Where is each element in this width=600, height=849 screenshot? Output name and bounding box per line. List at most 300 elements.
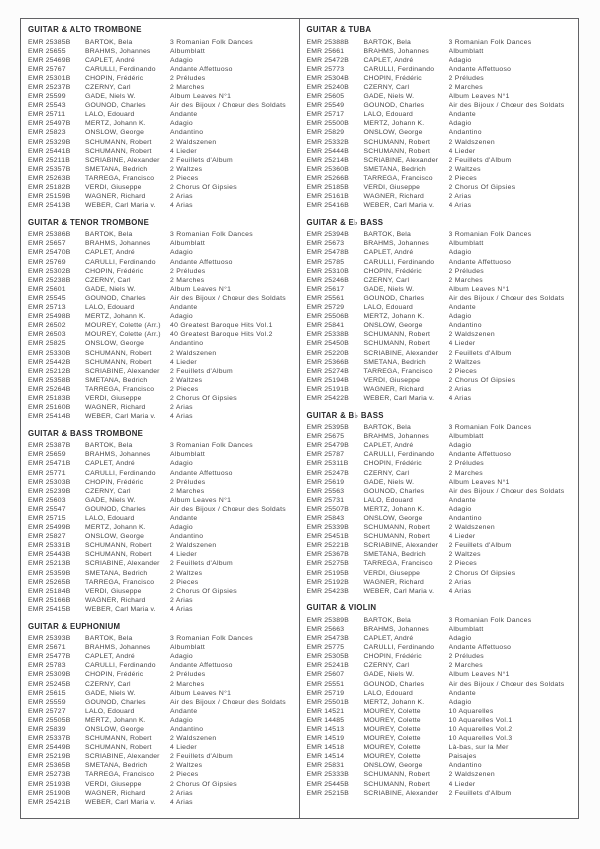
title-cell: 3 Romanian Folk Dances (170, 635, 253, 643)
title-cell: Andante (170, 515, 198, 522)
catalog-row (307, 478, 574, 487)
catalog-row (307, 358, 574, 367)
title-cell: 2 Arias (170, 193, 193, 201)
title-cell: 4 Arias (448, 394, 472, 402)
composer-cell: LALO, Edouard (85, 111, 135, 119)
composer-cell: SCRIABINE, Alexander (363, 349, 439, 357)
title-cell: 4 Lieder (170, 744, 197, 752)
title-cell: Andantino (448, 129, 482, 137)
title-cell: Andante (448, 496, 476, 504)
catalog-page-frame (20, 18, 579, 819)
composer-cell: CAPLET, André (363, 635, 414, 643)
catalog-number-cell: EMR 25470B (28, 249, 71, 257)
catalog-number-cell: EMR 25159B (28, 193, 71, 201)
title-cell: Andante Affettuoso (448, 65, 512, 73)
catalog-number-cell: EMR 25330B (28, 349, 71, 357)
catalog-number-cell: EMR 25195B (306, 569, 349, 577)
catalog-section (28, 622, 294, 807)
catalog-row (307, 258, 574, 267)
catalog-row (307, 312, 574, 321)
composer-cell: CHOPIN, Frédéric (85, 74, 144, 82)
title-cell: 2 Pieces (448, 560, 477, 568)
composer-cell: TARREGA, Francisco (85, 174, 155, 182)
catalog-number-cell: EMR 25246B (306, 276, 349, 284)
title-cell: 4 Arias (448, 202, 472, 210)
catalog-row (28, 276, 294, 285)
catalog-number-cell: EMR 25184B (28, 587, 71, 595)
catalog-number-cell: EMR 25274B (306, 367, 349, 375)
catalog-row (307, 487, 574, 496)
composer-cell: LALO, Edouard (363, 111, 413, 119)
catalog-number-cell: EMR 25787 (306, 451, 345, 459)
catalog-number-cell: EMR 25449B (28, 744, 71, 752)
catalog-row (307, 92, 574, 101)
catalog-number-cell: EMR 25311B (306, 460, 349, 468)
composer-cell: CARULLI, Ferdinando (363, 451, 435, 459)
composer-cell: ONSLOW, George (363, 129, 423, 137)
title-cell: Andante (448, 111, 476, 119)
catalog-row (307, 267, 574, 276)
catalog-row (307, 770, 574, 779)
catalog-row (307, 276, 574, 285)
catalog-row (28, 339, 294, 348)
catalog-row (307, 616, 574, 625)
composer-cell: SMETANA, Bedrich (85, 762, 148, 770)
title-cell: Album Leaves N°1 (170, 689, 232, 697)
composer-cell: CAPLET, André (85, 460, 135, 468)
composer-cell: MERTZ, Johann K. (85, 313, 146, 321)
catalog-number-cell: EMR 25238B (28, 276, 71, 284)
catalog-number-cell: EMR 25675 (306, 433, 345, 441)
catalog-row (28, 230, 294, 239)
title-cell: Adagio (170, 313, 193, 321)
catalog-row (28, 559, 294, 568)
catalog-row (28, 258, 294, 267)
catalog-number-cell: EMR 25240B (306, 83, 349, 91)
composer-cell: BRAHMS, Johannes (363, 625, 430, 633)
title-cell: 2 Préludes (448, 460, 484, 468)
title-cell: Albumblatt (448, 240, 484, 248)
composer-cell: WEBER, Carl Maria v. (363, 202, 435, 210)
section-title: GUITAR & TUBA (306, 25, 372, 34)
catalog-number-cell: EMR 25839 (28, 725, 66, 733)
title-cell: Andante Affettuoso (170, 258, 233, 266)
title-cell: 2 Préludes (170, 267, 206, 275)
composer-cell: CZERNY, Carl (363, 469, 410, 477)
catalog-row (28, 661, 294, 670)
catalog-number-cell: EMR 25365B (28, 762, 71, 770)
title-cell: 4 Lieder (448, 147, 476, 155)
title-cell: 3 Romanian Folk Dances (448, 616, 532, 624)
catalog-row (307, 578, 574, 587)
title-cell: 4 Lieder (170, 147, 197, 155)
catalog-number-cell: EMR 25422B (306, 394, 349, 402)
composer-cell: SCRIABINE, Alexander (85, 156, 160, 164)
composer-cell: BRAHMS, Johannes (85, 240, 151, 248)
title-cell: Là-bas, sur la Mer (448, 744, 509, 752)
catalog-row (28, 294, 294, 303)
composer-cell: BARTOK, Bela (85, 38, 133, 46)
catalog-number-cell: EMR 25183B (28, 394, 71, 402)
catalog-row (28, 780, 294, 789)
composer-cell: SCRIABINE, Alexander (363, 542, 439, 550)
composer-cell: MOUREY, Colette (363, 716, 421, 724)
catalog-row (28, 643, 294, 652)
title-cell: Andante Affettuoso (448, 451, 512, 459)
catalog-number-cell: EMR 25367B (306, 551, 349, 559)
catalog-row (307, 643, 574, 652)
catalog-row (307, 330, 574, 339)
catalog-row (28, 587, 294, 596)
catalog-row (28, 680, 294, 689)
catalog-number-cell: EMR 25395B (306, 424, 349, 432)
catalog-number-cell: EMR 25161B (306, 193, 349, 201)
catalog-row (307, 441, 574, 450)
title-cell: 3 Romanian Folk Dances (448, 231, 532, 239)
catalog-section (307, 411, 574, 596)
catalog-row (28, 469, 294, 478)
catalog-row (307, 83, 574, 92)
catalog-row (307, 294, 574, 303)
catalog-row (28, 156, 294, 165)
composer-cell: CHOPIN, Frédéric (85, 671, 144, 679)
title-cell: Albumblatt (170, 47, 206, 55)
catalog-row (28, 725, 294, 734)
title-cell: Andante Affettuoso (170, 65, 233, 73)
catalog-number-cell: EMR 25266B (306, 174, 349, 182)
catalog-number-cell: EMR 25385B (28, 38, 71, 46)
composer-cell: ONSLOW, George (85, 129, 145, 137)
catalog-number-cell: EMR 25304B (306, 74, 349, 82)
catalog-number-cell: EMR 25479B (306, 442, 349, 450)
composer-cell: MERTZ, Johann K. (85, 716, 146, 724)
catalog-row (307, 505, 574, 514)
composer-cell: CAPLET, André (363, 442, 414, 450)
title-cell: Air des Bijoux / Chœur des Soldats (170, 505, 286, 513)
composer-cell: GOUNOD, Charles (363, 487, 425, 495)
title-cell: 10 Aquarelles (448, 707, 494, 715)
catalog-number-cell: EMR 14485 (306, 716, 345, 724)
composer-cell: MERTZ, Johann K. (85, 524, 146, 532)
catalog-section (307, 218, 574, 403)
composer-cell: SCRIABINE, Alexander (363, 789, 439, 797)
catalog-number-cell: EMR 25211B (28, 156, 70, 164)
composer-cell: GADE, Niels W. (85, 285, 136, 293)
catalog-number-cell: EMR 25657 (28, 240, 66, 248)
catalog-number-cell: EMR 25191B (306, 385, 349, 393)
catalog-row (307, 752, 574, 761)
catalog-row (307, 469, 574, 478)
composer-cell: BARTOK, Bela (363, 424, 411, 432)
composer-cell: GOUNOD, Charles (363, 294, 425, 302)
catalog-number-cell: EMR 25219B (28, 753, 71, 761)
title-cell: Albumblatt (170, 644, 206, 652)
catalog-number-cell: EMR 25500B (306, 120, 349, 128)
catalog-number-cell: EMR 25337B (28, 735, 71, 743)
catalog-number-cell: EMR 25478B (306, 249, 349, 257)
catalog-number-cell: EMR 25831 (306, 762, 345, 770)
title-cell: Andante (170, 707, 198, 715)
composer-cell: BRAHMS, Johannes (363, 47, 430, 55)
title-cell: 2 Pieces (170, 771, 199, 779)
catalog-row (307, 147, 574, 156)
catalog-row (307, 652, 574, 661)
catalog-number-cell: EMR 25263B (28, 174, 71, 182)
title-cell: 2 Chorus Of Gipsies (448, 184, 516, 191)
catalog-number-cell: EMR 25221B (306, 542, 349, 550)
catalog-number-cell: EMR 25499B (28, 524, 71, 532)
title-cell: 2 Feuillets d'Album (170, 156, 233, 164)
catalog-row (307, 743, 574, 752)
composer-cell: VERDI, Giuseppe (85, 184, 142, 191)
catalog-number-cell: EMR 25825 (28, 340, 66, 348)
title-cell: 4 Arias (448, 587, 472, 595)
title-cell: 2 Marches (170, 680, 205, 688)
composer-cell: SCHUMANN, Robert (85, 542, 152, 550)
catalog-row (307, 156, 574, 165)
catalog-row (28, 183, 294, 192)
title-cell: Album Leaves N°1 (448, 285, 510, 293)
catalog-row (28, 119, 294, 128)
composer-cell: CZERNY, Carl (363, 276, 410, 284)
catalog-number-cell: EMR 25275B (306, 560, 349, 568)
catalog-number-cell: EMR 25445B (306, 780, 349, 788)
catalog-row (28, 47, 294, 56)
composer-cell: VERDI, Giuseppe (363, 569, 421, 577)
catalog-row (307, 698, 574, 707)
title-cell: 2 Préludes (448, 74, 484, 82)
catalog-row (307, 761, 574, 770)
composer-cell: SCHUMANN, Robert (363, 331, 431, 339)
catalog-number-cell: EMR 25309B (28, 671, 71, 679)
catalog-number-cell: EMR 25212B (28, 367, 71, 375)
composer-cell: LALO, Edouard (363, 689, 413, 697)
composer-cell: BRAHMS, Johannes (85, 47, 151, 55)
catalog-row (307, 339, 574, 348)
title-cell: 3 Romanian Folk Dances (170, 38, 253, 46)
composer-cell: SCHUMANN, Robert (363, 780, 431, 788)
catalog-section (28, 25, 294, 210)
title-cell: 2 Waldszenen (448, 138, 495, 146)
catalog-number-cell: EMR 25450B (306, 340, 349, 348)
composer-cell: WEBER, Carl Maria v. (85, 798, 156, 806)
composer-cell: GADE, Niels W. (363, 285, 415, 293)
catalog-number-cell: EMR 25472B (306, 56, 349, 64)
title-cell: Album Leaves N°1 (170, 496, 232, 504)
catalog-number-cell: EMR 14513 (306, 725, 345, 733)
composer-cell: CZERNY, Carl (85, 487, 131, 495)
title-cell: 2 Préludes (170, 74, 206, 82)
composer-cell: TARREGA, Francisco (85, 771, 155, 779)
catalog-row (307, 165, 574, 174)
composer-cell: TARREGA, Francisco (85, 578, 155, 586)
title-cell: Air des Bijoux / Chœur des Soldats (448, 102, 565, 110)
catalog-number-cell: EMR 25182B (28, 184, 71, 191)
section-title: GUITAR & E♭ BASS (306, 217, 384, 227)
composer-cell: CARULLI, Ferdinando (363, 65, 435, 73)
composer-cell: MERTZ, Johann K. (363, 698, 425, 706)
catalog-row (28, 569, 294, 578)
catalog-row (307, 532, 574, 541)
composer-cell: CHOPIN, Frédéric (85, 267, 144, 275)
catalog-row (28, 403, 294, 412)
catalog-number-cell: EMR 25717 (306, 111, 345, 119)
catalog-row (28, 174, 294, 183)
catalog-number-cell: EMR 25469B (28, 56, 71, 64)
catalog-row (307, 47, 574, 56)
title-cell: 2 Arias (170, 596, 193, 604)
composer-cell: MERTZ, Johann K. (85, 120, 146, 128)
catalog-number-cell: EMR 25559 (28, 698, 66, 706)
composer-cell: MOUREY, Colette (363, 744, 421, 752)
composer-cell: SMETANA, Bedrich (363, 551, 426, 559)
title-cell: Adagio (448, 442, 472, 450)
composer-cell: WEBER, Carl Maria v. (363, 587, 435, 595)
composer-cell: WEBER, Carl Maria v. (363, 394, 435, 402)
title-cell: 2 Arias (448, 193, 472, 201)
title-cell: 3 Romanian Folk Dances (448, 38, 532, 46)
catalog-number-cell: EMR 25441B (28, 147, 71, 155)
composer-cell: VERDI, Giuseppe (85, 780, 142, 788)
catalog-row (28, 376, 294, 385)
composer-cell: CHOPIN, Frédéric (363, 74, 422, 82)
catalog-row (307, 74, 574, 83)
catalog-row (28, 367, 294, 376)
catalog-number-cell: EMR 25166B (28, 596, 71, 604)
composer-cell: MERTZ, Johann K. (363, 120, 425, 128)
catalog-row (28, 578, 294, 587)
title-cell: 3 Romanian Folk Dances (448, 424, 532, 432)
title-cell: 2 Marches (448, 83, 483, 91)
composer-cell: BARTOK, Bela (85, 635, 133, 643)
catalog-row (307, 789, 574, 798)
catalog-number-cell: EMR 25215B (306, 789, 349, 797)
composer-cell: CARULLI, Ferdinando (363, 258, 435, 266)
catalog-number-cell: EMR 25505B (28, 716, 71, 724)
catalog-number-cell: EMR 25603 (28, 496, 66, 504)
catalog-row (28, 707, 294, 716)
catalog-row (28, 789, 294, 798)
catalog-number-cell: EMR 25357B (28, 165, 71, 173)
composer-cell: CAPLET, André (363, 249, 414, 257)
catalog-row (307, 65, 574, 74)
catalog-number-cell: EMR 25305B (306, 653, 349, 661)
composer-cell: TARREGA, Francisco (363, 560, 433, 568)
composer-cell: BRAHMS, Johannes (363, 240, 430, 248)
title-cell: 2 Waldszenen (170, 542, 217, 550)
composer-cell: SCHUMANN, Robert (85, 358, 152, 366)
catalog-row (28, 505, 294, 514)
catalog-row (307, 689, 574, 698)
composer-cell: SCHUMANN, Robert (363, 771, 431, 779)
catalog-number-cell: EMR 25713 (28, 304, 66, 312)
title-cell: Air des Bijoux / Chœur des Soldats (448, 487, 565, 495)
composer-cell: GADE, Niels W. (85, 689, 136, 697)
title-cell: Adagio (170, 460, 193, 468)
catalog-number-cell: EMR 25160B (28, 404, 71, 412)
title-cell: 2 Waltzes (448, 358, 481, 366)
composer-cell: WAGNER, Richard (363, 385, 425, 393)
composer-cell: SCHUMANN, Robert (363, 533, 431, 541)
catalog-row (307, 670, 574, 679)
catalog-row (307, 550, 574, 559)
catalog-row (28, 65, 294, 74)
composer-cell: GOUNOD, Charles (85, 102, 146, 110)
title-cell: 2 Feuillets d'Album (170, 367, 233, 375)
composer-cell: SMETANA, Bedrich (85, 165, 148, 173)
title-cell: Albumblatt (448, 625, 484, 633)
title-cell: 4 Lieder (170, 358, 197, 366)
composer-cell: GOUNOD, Charles (85, 294, 146, 302)
title-cell: 4 Arias (170, 798, 193, 806)
title-cell: Andantino (170, 340, 204, 348)
title-cell: 2 Marches (170, 276, 205, 284)
title-cell: 4 Arias (170, 605, 193, 613)
title-cell: 2 Préludes (170, 671, 206, 679)
title-cell: Andantino (170, 129, 204, 137)
composer-cell: VERDI, Giuseppe (85, 587, 142, 595)
composer-cell: LALO, Edouard (85, 515, 135, 522)
catalog-row (28, 605, 294, 614)
catalog-number-cell: EMR 25506B (306, 313, 349, 321)
catalog-row (307, 349, 574, 358)
composer-cell: TARREGA, Francisco (85, 385, 155, 393)
composer-cell: SCHUMANN, Robert (85, 744, 152, 752)
catalog-row (28, 38, 294, 47)
title-cell: Andante Affettuoso (448, 644, 512, 652)
composer-cell: SMETANA, Bedrich (363, 165, 426, 173)
catalog-number-cell: EMR 25331B (28, 542, 71, 550)
composer-cell: SCHUMANN, Robert (363, 340, 431, 348)
title-cell: Adagio (170, 653, 193, 661)
title-cell: 4 Lieder (170, 551, 197, 559)
title-cell: Andante Affettuoso (170, 662, 233, 670)
catalog-row (307, 661, 574, 670)
catalog-number-cell: EMR 25673 (306, 240, 345, 248)
catalog-number-cell: EMR 25771 (28, 469, 66, 477)
composer-cell: WAGNER, Richard (363, 578, 425, 586)
title-cell: 2 Waltzes (170, 569, 203, 577)
catalog-row (307, 230, 574, 239)
composer-cell: SCHUMANN, Robert (363, 147, 431, 155)
composer-cell: CARULLI, Ferdinando (85, 662, 156, 670)
catalog-row (307, 56, 574, 65)
catalog-number-cell: EMR 25247B (306, 469, 349, 477)
catalog-number-cell: EMR 14521 (306, 707, 345, 715)
title-cell: Adagio (170, 120, 193, 128)
catalog-number-cell: EMR 25563 (306, 487, 345, 495)
catalog-row (307, 459, 574, 468)
composer-cell: CAPLET, André (85, 249, 135, 257)
catalog-number-cell: EMR 25549 (306, 102, 345, 110)
catalog-row (28, 349, 294, 358)
catalog-number-cell: EMR 25497B (28, 120, 71, 128)
title-cell: Adagio (448, 698, 472, 706)
title-cell: 2 Préludes (170, 478, 206, 486)
title-cell: Andantino (448, 762, 482, 770)
title-cell: Albumblatt (448, 433, 484, 441)
title-cell: 2 Feuillets d'Album (448, 789, 512, 797)
catalog-row (28, 385, 294, 394)
title-cell: 2 Waltzes (448, 551, 481, 559)
composer-cell: CZERNY, Carl (85, 680, 131, 688)
title-cell: 2 Préludes (448, 653, 484, 661)
composer-cell: MOUREY, Colette (363, 735, 421, 743)
title-cell: Album Leaves N°1 (448, 478, 510, 486)
catalog-number-cell: EMR 25719 (306, 689, 345, 697)
catalog-number-cell: EMR 25605 (306, 93, 345, 101)
catalog-number-cell: EMR 25185B (306, 184, 349, 191)
